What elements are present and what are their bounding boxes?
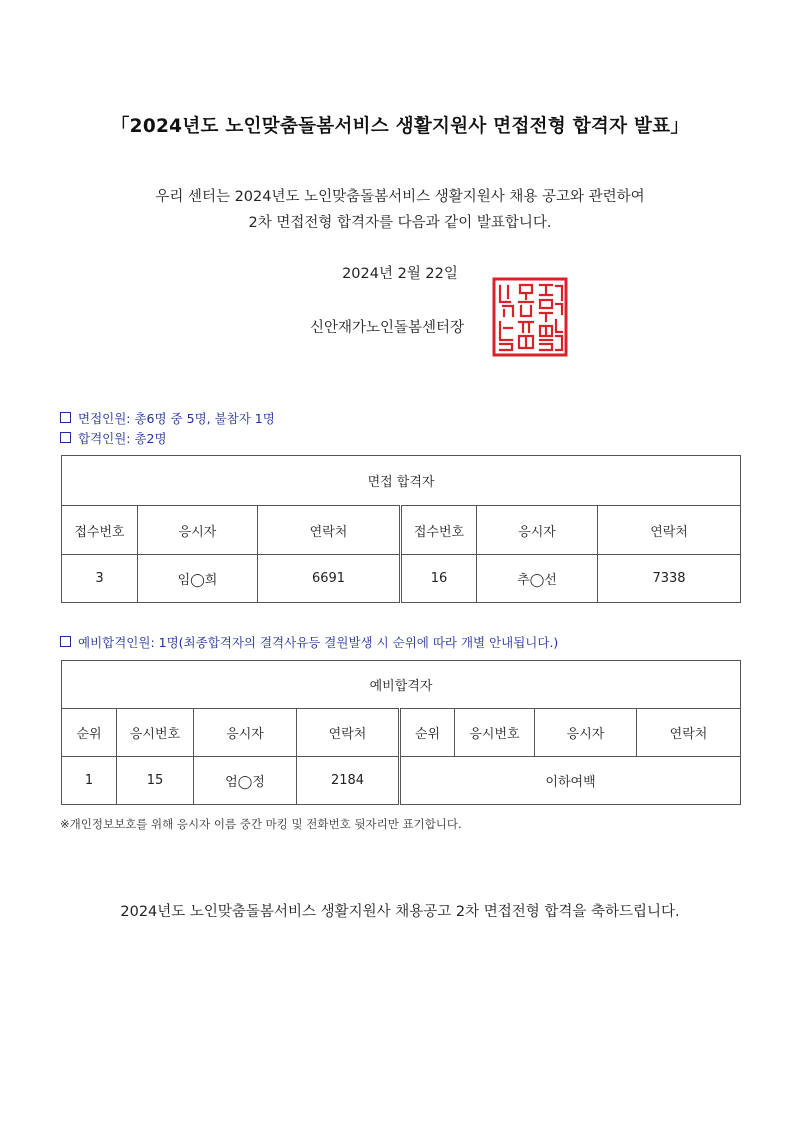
header-cell: 접수번호 bbox=[62, 506, 138, 555]
table-cell: 1 bbox=[62, 757, 117, 805]
checkbox-square-icon bbox=[60, 412, 71, 423]
table-header-row bbox=[62, 709, 741, 757]
official-seal-stamp bbox=[490, 276, 570, 358]
reserve-bullet bbox=[60, 633, 558, 651]
header-cell: 연락처 bbox=[258, 506, 401, 555]
table-cell: 추◯선 bbox=[477, 555, 598, 603]
closing-message: 2024년도 노인맞춤돌봄서비스 생활지원사 채용공고 2차 면접전형 합격을 축하드립니다. bbox=[120, 904, 680, 920]
pass-count-text: 합격인원: 총2명 bbox=[78, 431, 167, 446]
header-cell: 응시번호 bbox=[455, 709, 535, 757]
table-header-row bbox=[62, 506, 741, 555]
table-row bbox=[62, 555, 741, 603]
intro-line-2: 2차 면접전형 합격자를 다음과 같이 발표합니다. bbox=[248, 215, 552, 231]
seal-icon bbox=[490, 276, 570, 358]
blank-note-cell: 이하여백 bbox=[400, 757, 741, 805]
header-cell: 연락처 bbox=[637, 709, 741, 757]
header-cell: 응시자 bbox=[194, 709, 297, 757]
table-cell: 16 bbox=[401, 555, 477, 603]
issuer-name: 신안재가노인돌봄센터장 bbox=[310, 320, 465, 336]
header-cell: 접수번호 bbox=[401, 506, 477, 555]
header-cell: 응시자 bbox=[138, 506, 258, 555]
header-cell: 응시번호 bbox=[117, 709, 194, 757]
privacy-note: ※개인정보보호를 위해 응시자 이름 중간 마킹 및 전화번호 뒷자리만 표기합니다. bbox=[60, 817, 462, 831]
table-cell: 임◯희 bbox=[138, 555, 258, 603]
intro-paragraph bbox=[0, 184, 800, 236]
pass-table bbox=[61, 455, 741, 603]
header-cell: 연락처 bbox=[297, 709, 400, 757]
header-cell: 순위 bbox=[400, 709, 455, 757]
page-title: 「2024년도 노인맞춤돌봄서비스 생활지원사 면접전형 합격자 발표」 bbox=[110, 116, 690, 137]
reserve-table-title: 예비합격자 bbox=[62, 661, 741, 709]
table-row bbox=[62, 757, 741, 805]
checkbox-square-icon bbox=[60, 636, 71, 647]
announcement-date: 2024년 2월 22일 bbox=[342, 266, 458, 282]
table-cell: 15 bbox=[117, 757, 194, 805]
table-cell: 6691 bbox=[258, 555, 401, 603]
pass-table-title: 면접 합격자 bbox=[62, 456, 741, 506]
interview-count-bullet bbox=[60, 409, 275, 427]
table-cell: 엄◯정 bbox=[194, 757, 297, 805]
pass-count-bullet bbox=[60, 429, 167, 447]
table-cell: 3 bbox=[62, 555, 138, 603]
intro-line-1: 우리 센터는 2024년도 노인맞춤돌봄서비스 생활지원사 채용 공고와 관련하여 bbox=[155, 189, 645, 205]
checkbox-square-icon bbox=[60, 432, 71, 443]
reserve-bullet-text: 예비합격인원: 1명(최종합격자의 결격사유등 결원발생 시 순위에 따라 개별 안내됩니다.) bbox=[78, 635, 559, 650]
reserve-table bbox=[61, 660, 741, 805]
interview-count-text: 면접인원: 총6명 중 5명, 불참자 1명 bbox=[78, 411, 275, 426]
table-cell: 7338 bbox=[598, 555, 741, 603]
header-cell: 연락처 bbox=[598, 506, 741, 555]
header-cell: 순위 bbox=[62, 709, 117, 757]
header-cell: 응시자 bbox=[535, 709, 637, 757]
header-cell: 응시자 bbox=[477, 506, 598, 555]
table-cell: 2184 bbox=[297, 757, 400, 805]
